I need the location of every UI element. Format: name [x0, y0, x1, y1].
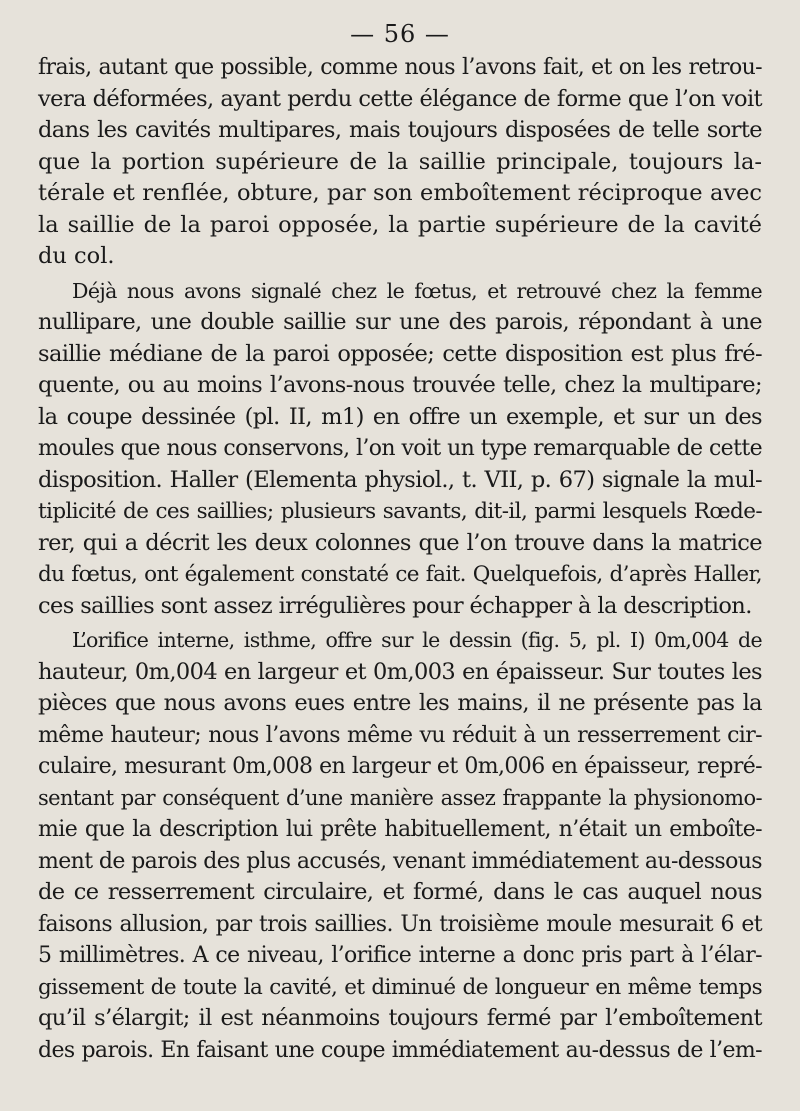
text-line: la coupe dessinée (pl. II, m1) en offre un exemple, et sur un des — [38, 403, 762, 430]
text-line: des parois. En faisant une coupe immédiatement au-dessus de l’em- — [38, 1037, 762, 1063]
text-line: Déjà nous avons signalé chez le fœtus, et retrouvé chez la femme — [72, 278, 762, 303]
text-line: quente, ou au moins l’avons-nous trouvée telle, chez la multipare; — [38, 372, 762, 398]
paragraph-3 — [38, 625, 762, 1066]
text-line: vera déformées, ayant perdu cette élégance de forme que l’on voit — [38, 85, 762, 112]
text-line: que la portion supérieure de la saillie principale, toujours la- — [38, 148, 762, 175]
text-line: de ce resserrement circulaire, et formé, dans le cas auquel nous — [38, 879, 762, 905]
text-line: même hauteur; nous l’avons même vu réduit à un resserrement cir- — [38, 722, 762, 748]
text-line: hauteur, 0m,004 en largeur et 0m,003 en épaisseur. Sur toutes les — [38, 658, 762, 685]
text-line: saillie médiane de la paroi opposée; cette disposition est plus fré- — [38, 340, 762, 367]
page-number: — 56 — — [350, 20, 450, 48]
text-line: rer, qui a décrit les deux colonnes que l’on trouve dans la matrice — [38, 529, 762, 556]
text-line: du fœtus, ont également constaté ce fait. Quelquefois, d’après Haller, — [38, 562, 762, 587]
text-line: L’orifice interne, isthme, offre sur le dessin (fig. 5, pl. I) 0m,004 de — [72, 628, 762, 652]
text-line: dans les cavités multipares, mais toujours disposées de telle sorte — [38, 117, 762, 143]
paragraph-1 — [38, 52, 762, 273]
text-line: disposition. Haller (Elementa physiol., t. VII, p. 67) signale la mul- — [38, 466, 762, 493]
text-line: culaire, mesurant 0m,008 en largeur et 0m,006 en épaisseur, repré- — [38, 754, 762, 779]
text-line: frais, autant que possible, comme nous l’avons fait, et on les retrou- — [38, 55, 762, 80]
text-line: 5 millimètres. A ce niveau, l’orifice interne a donc pris part à l’élar- — [38, 943, 762, 968]
text-line: qu’il s’élargit; il est néanmoins toujours fermé par l’emboîtement — [38, 1005, 762, 1031]
text-line: mie que la description lui prête habituellement, n’était un emboîte- — [38, 817, 762, 842]
text-line: pièces que nous avons eues entre les mains, il ne présente pas la — [38, 690, 762, 716]
text-line: térale et renflée, obture, par son emboîtement réciproque avec — [38, 180, 762, 206]
text-line: ment de parois des plus accusés, venant immédiatement au-dessous — [38, 848, 762, 874]
text-line: tiplicité de ces saillies; plusieurs savants, dit-il, parmi lesquels Rœde- — [38, 499, 762, 524]
text-line: faisons allusion, par trois saillies. Un troisième moule mesurait 6 et — [38, 911, 762, 937]
paragraph-2 — [38, 276, 762, 623]
text-line: moules que nous conservons, l’on voit un type remarquable de cette — [38, 436, 762, 461]
text-line: nullipare, une double saillie sur une des parois, répondant à une — [38, 309, 762, 335]
text-line: sentant par conséquent d’une manière assez frappante la physionomo- — [38, 785, 762, 810]
text-line: du col. — [38, 243, 115, 269]
text-line: gissement de toute la cavité, et diminué de longueur en même temps — [38, 974, 762, 1000]
text-line: la saillie de la paroi opposée, la partie supérieure de la cavité — [38, 211, 762, 238]
text-line: ces saillies sont assez irrégulières pour échapper à la description. — [38, 592, 752, 619]
